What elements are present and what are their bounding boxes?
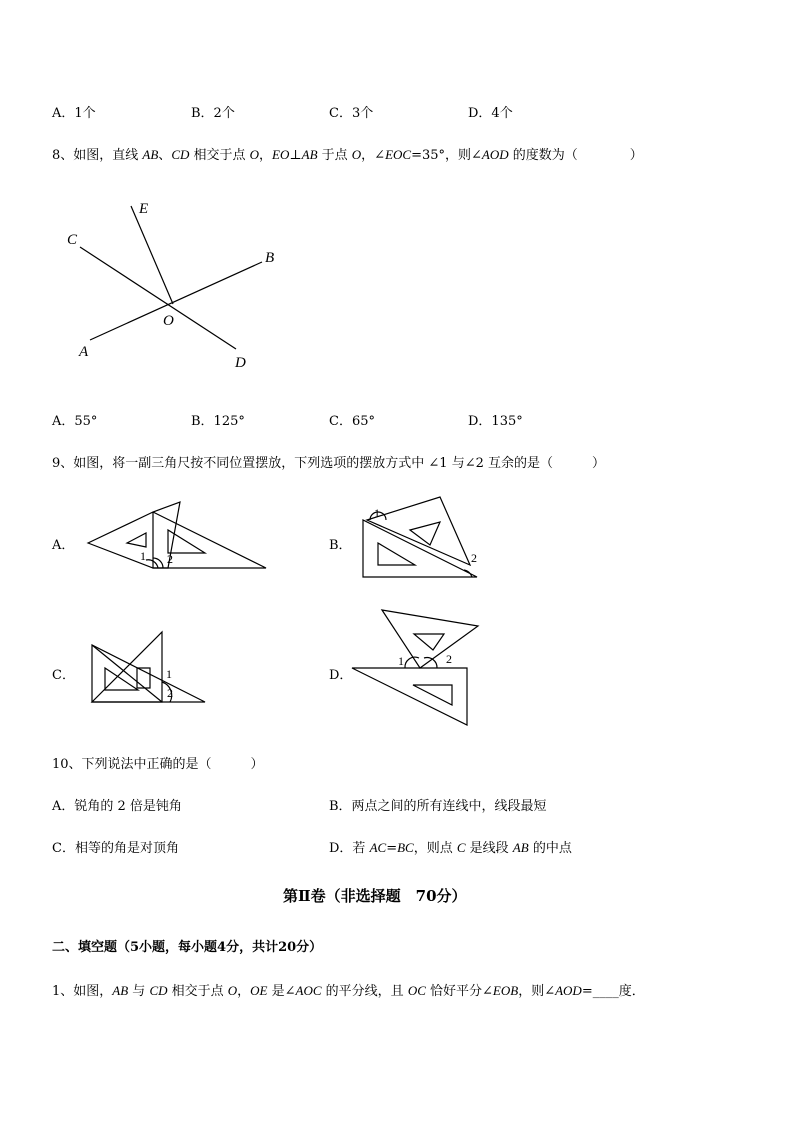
q9-option-c-label: C． bbox=[52, 668, 75, 683]
q8-text: 相交于点 bbox=[189, 148, 250, 163]
fill1-text: 的平分线，且 bbox=[321, 984, 408, 999]
fill1-math: OC bbox=[407, 983, 426, 998]
q9-figure-a bbox=[88, 502, 266, 568]
q10-d-text: 的中点 bbox=[528, 841, 572, 856]
fill1-text: 1、如图， bbox=[52, 984, 113, 999]
q9-figure-d bbox=[352, 610, 478, 725]
fill1-text: ，则∠ bbox=[518, 984, 556, 999]
fill1-text: 相交于点 bbox=[167, 984, 228, 999]
fill1-text: ， bbox=[237, 984, 251, 999]
fill1-math: CD bbox=[149, 983, 168, 998]
label-a: A bbox=[79, 344, 89, 360]
q8-math: EOC bbox=[385, 147, 412, 162]
q10-d-math: C bbox=[456, 840, 466, 855]
fig-a-angle-2: 2 bbox=[167, 552, 173, 566]
fill1-math: AOD bbox=[555, 983, 582, 998]
q10-d-text: D．若 bbox=[329, 841, 370, 856]
q8-text: 、 bbox=[158, 148, 172, 163]
q8-math: CD bbox=[171, 147, 190, 162]
label-d: D bbox=[235, 355, 246, 371]
q8-math: O bbox=[249, 147, 260, 162]
q8-text: ，∠ bbox=[361, 148, 386, 163]
q9-question: 9、如图，将一副三角尺按不同位置摆放，下列选项的摆放方式中 ∠1 与∠2 互余的是（ ） bbox=[52, 456, 605, 471]
q10-d-text: = bbox=[386, 841, 398, 856]
q8-text: 的度数为（ ） bbox=[508, 148, 643, 163]
label-o: O bbox=[163, 313, 174, 329]
q7-option-d: D．4个 bbox=[468, 106, 513, 121]
q8-text: ， bbox=[259, 148, 273, 163]
q9-option-a-label: A． bbox=[52, 538, 75, 553]
q8-text: =35°，则∠ bbox=[411, 148, 482, 163]
label-c: C bbox=[67, 232, 78, 248]
fill1-text: 与 bbox=[128, 984, 150, 999]
q10-d-math: AB bbox=[512, 840, 529, 855]
q7-option-b: B．2个 bbox=[191, 106, 235, 121]
q10-option-d bbox=[329, 837, 572, 856]
q8-option-c: C．65° bbox=[329, 414, 375, 429]
section-heading: 二、填空题（5小题，每小题4分，共计20分） bbox=[52, 940, 323, 955]
q10-d-text: 是线段 bbox=[465, 841, 513, 856]
q8-option-b: B．125° bbox=[191, 414, 245, 429]
q10-d-math: AC bbox=[369, 840, 387, 855]
fig-a-angle-1: 1 bbox=[140, 549, 146, 563]
fig-d-angle-1: 1 bbox=[398, 654, 404, 668]
label-e: E bbox=[139, 201, 149, 217]
fill1-text: 度． bbox=[618, 984, 645, 999]
fill1-math: OE bbox=[250, 983, 268, 998]
fill1-math: AOC bbox=[295, 983, 322, 998]
q9-option-d-label: D． bbox=[329, 668, 353, 683]
fig-b-angle-1: 1 bbox=[374, 506, 380, 520]
fill1-math: AB bbox=[112, 983, 129, 998]
q9-figure-b bbox=[363, 497, 477, 577]
q8-math: AOD bbox=[481, 147, 509, 162]
q8-math: EO bbox=[272, 147, 290, 162]
label-b: B bbox=[265, 250, 275, 266]
q7-option-c: C．3个 bbox=[329, 106, 374, 121]
q8-option-a: A．55° bbox=[52, 414, 98, 429]
q10-option-a: A．锐角的 2 倍是钝角 bbox=[52, 799, 182, 814]
fig-d-angle-2: 2 bbox=[446, 652, 452, 666]
section-title: 第Ⅱ卷（非选择题 70分） bbox=[283, 887, 467, 905]
fill1-text: 恰好平分∠ bbox=[425, 984, 493, 999]
q9-figure-c bbox=[92, 632, 205, 702]
q9-option-b-label: B． bbox=[329, 538, 352, 553]
q10-option-c: C．相等的角是对顶角 bbox=[52, 841, 179, 856]
q7-option-a: A．1个 bbox=[52, 106, 96, 121]
fill-question-1 bbox=[52, 980, 645, 999]
q10-option-b: B．两点之间的所有连线中，线段最短 bbox=[329, 799, 547, 814]
fill1-math: O bbox=[227, 983, 238, 998]
q8-math: O bbox=[351, 147, 362, 162]
q8-text: 8、如图，直线 bbox=[52, 148, 143, 163]
fill1-text: = bbox=[581, 984, 593, 999]
fig-c-angle-1: 1 bbox=[166, 667, 172, 681]
fill1-math: EOB bbox=[492, 983, 519, 998]
fill1-text: 是∠ bbox=[267, 984, 296, 999]
q8-option-d: D．135° bbox=[468, 414, 523, 429]
q10-d-text: ，则点 bbox=[413, 841, 457, 856]
fig-b-angle-2: 2 bbox=[471, 551, 477, 565]
q8-text: ⊥ bbox=[289, 148, 302, 163]
fig-c-angle-2: 2 bbox=[167, 686, 173, 700]
answer-blank[interactable]: ____ bbox=[592, 984, 619, 999]
q8-math: AB bbox=[142, 147, 159, 162]
q10-question: 10、下列说法中正确的是（ ） bbox=[52, 757, 264, 772]
q10-d-math: BC bbox=[397, 840, 414, 855]
q8-text: 于点 bbox=[317, 148, 352, 163]
q8-math: AB bbox=[301, 147, 318, 162]
